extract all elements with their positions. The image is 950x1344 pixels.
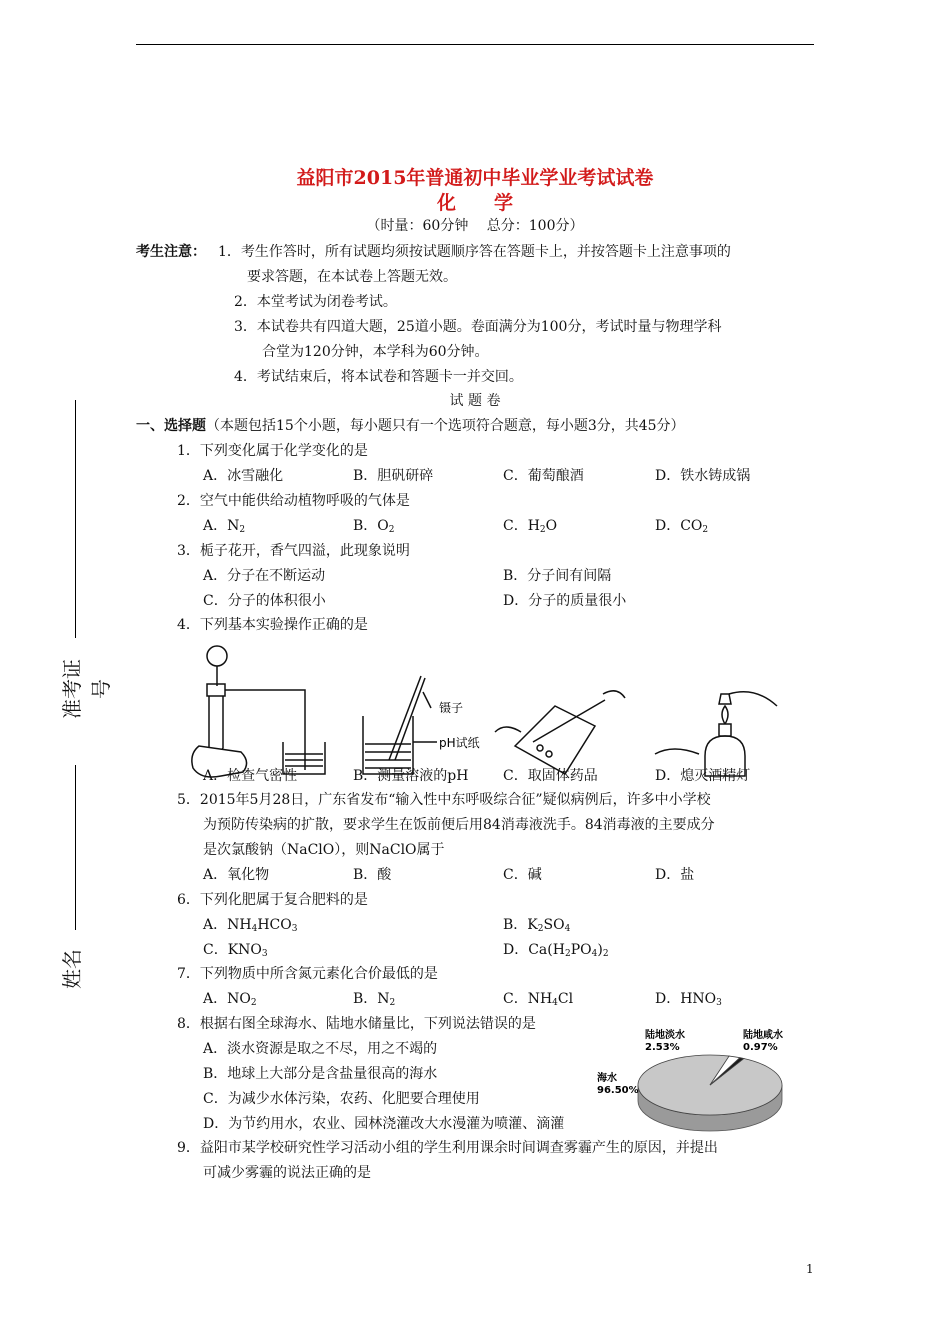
q3-option-b: B．分子间有间隔 <box>503 568 612 584</box>
tweezers-label: 镊子 <box>439 701 464 715</box>
q4-stem: 4．下列基本实验操作正确的是 <box>177 617 368 633</box>
notice-item-1-cont: 要求答题，在本试卷上答题无效。 <box>247 269 457 285</box>
q7-option-d: D．$HNO_3$ <box>655 991 722 1008</box>
q8-option-a: A．淡水资源是取之不尽，用之不竭的 <box>203 1041 438 1057</box>
q3-stem: 3．栀子花开，香气四溢，此现象说明 <box>177 543 410 559</box>
q6-stem: 6．下列化肥属于复合肥料的是 <box>177 892 368 908</box>
q3-option-a: A．分子在不断运动 <box>203 568 326 584</box>
q8-option-c: C．为减少水体污染，农药、化肥要合理使用 <box>203 1091 480 1107</box>
q7-option-a: A．$NO_2$ <box>203 991 257 1008</box>
airtightness-apparatus-icon <box>192 646 325 777</box>
q7-option-b: B．$N_2$ <box>353 991 396 1008</box>
q8-option-b: B．地球上大部分是含盐量很高的海水 <box>203 1066 438 1082</box>
q6-option-d: D．$Ca(H_2PO_4)_2$ <box>503 942 609 959</box>
notice-item-3-cont: 合堂为120分钟，本学科为60分钟。 <box>262 344 489 360</box>
pie-label-2: 陆地咸水 <box>743 1030 783 1041</box>
q1-option-c: C．葡萄酿酒 <box>503 468 584 484</box>
q3-option-c: C．分子的体积很小 <box>203 593 326 609</box>
q2-option-a: A．$N_2$ <box>203 518 246 535</box>
q5-option-b: B．酸 <box>353 867 392 883</box>
q1-stem: 1．下列变化属于化学变化的是 <box>177 443 368 459</box>
q8-option-d: D．为节约用水，农业、园林浇灌改大水漫灌为喷灌、滴灌 <box>203 1116 565 1132</box>
name-label: 姓名 <box>60 949 84 989</box>
notice-item-1: 1．考生作答时，所有试题均须按试题顺序答在答题卡上，并按答题卡上注意事项的 <box>218 244 731 260</box>
pie-value-label-2: 0.97% <box>743 1042 778 1053</box>
q5-option-d: D．盐 <box>655 867 695 883</box>
q5-line-3: 是次氯酸钠（NaClO），则NaClO属于 <box>203 842 445 858</box>
q4-option-d: D．熄灭酒精灯 <box>655 768 751 784</box>
q6-option-c: C．$KNO_3$ <box>203 942 268 959</box>
q9-line-2: 可减少雾霾的说法正确的是 <box>203 1165 371 1181</box>
header-rule <box>136 44 814 45</box>
q3-option-d: D．分子的质量很小 <box>503 593 627 609</box>
section1-heading: 一、选择题（本题包括15个小题，每小题只有一个选项符合题意，每小题3分，共45分） <box>136 418 685 434</box>
ph-measurement-apparatus-icon <box>363 676 437 774</box>
subject-title: 化 学 <box>436 192 513 214</box>
q7-option-c: C．$NH_4Cl$ <box>503 991 574 1008</box>
time-score: （时量：60分钟 总分：100分） <box>366 218 584 234</box>
notice-label: 考生注意： <box>136 244 206 260</box>
notice-item-4: 4．考试结束后，将本试卷和答题卡一并交回。 <box>234 369 523 385</box>
q2-option-b: B．$O_2$ <box>353 518 395 535</box>
ph-paper-label: pH试纸 <box>439 736 480 750</box>
q8-stem: 8．根据右图全球海水、陆地水储量比，下列说法错误的是 <box>177 1016 536 1032</box>
q2-stem: 2．空气中能供给动植物呼吸的气体是 <box>177 493 410 509</box>
paper-heading: 试 题 卷 <box>449 393 501 409</box>
water-reserve-pie-chart <box>595 1025 810 1140</box>
q6-option-a: A．$NH_4HCO_3$ <box>203 917 298 934</box>
q1-option-a: A．冰雪融化 <box>203 468 284 484</box>
q9-line-1: 9．益阳市某学校研究性学习活动小组的学生利用课余时间调查雾霾产生的原因，并提出 <box>177 1140 718 1156</box>
q1-option-b: B．胆矾研碎 <box>353 468 434 484</box>
pie-value-label-0: 96.50% <box>597 1085 639 1096</box>
pie-value-label-1: 2.53% <box>645 1042 680 1053</box>
pie-label-0: 海水 <box>597 1073 617 1084</box>
q1-option-d: D．铁水铸成锅 <box>655 468 751 484</box>
q4-apparatus-figure <box>185 636 795 782</box>
pie-label-1: 陆地淡水 <box>645 1030 685 1041</box>
q2-option-c: C．$H_2O$ <box>503 518 558 535</box>
notice-item-3: 3．本试卷共有四道大题，25道小题。卷面满分为100分，考试时量与物理学科 <box>234 319 722 335</box>
q6-option-b: B．$K_2SO_4$ <box>503 917 571 934</box>
exam-id-line <box>75 400 76 638</box>
q2-option-d: D．$CO_2$ <box>655 518 709 535</box>
q4-option-a: A．检查气密性 <box>203 768 298 784</box>
alcohol-lamp-apparatus-icon <box>655 692 777 776</box>
page-number: 1 <box>806 1262 814 1276</box>
q7-stem: 7．下列物质中所含氮元素化合价最低的是 <box>177 966 438 982</box>
q5-option-c: C．碱 <box>503 867 542 883</box>
q5-line-2: 为预防传染病的扩散，要求学生在饭前便后用84消毒液洗手。84消毒液的主要成分 <box>203 817 715 833</box>
q4-option-c: C．取固体药品 <box>503 768 598 784</box>
q4-option-b: B．测量溶液的pH <box>353 768 469 784</box>
q5-option-a: A．氧化物 <box>203 867 270 883</box>
exam-title: 益阳市2015年普通初中毕业学业考试试卷 <box>296 167 654 189</box>
q5-line-1: 5．2015年5月28日，广东省发布“输入性中东呼吸综合征”疑似病例后，许多中小学校 <box>177 792 711 808</box>
solid-reagent-apparatus-icon <box>495 691 625 774</box>
notice-item-2: 2．本堂考试为闭卷考试。 <box>234 294 397 310</box>
exam-id-label: 准考证号 <box>60 659 113 719</box>
name-line <box>75 765 76 930</box>
